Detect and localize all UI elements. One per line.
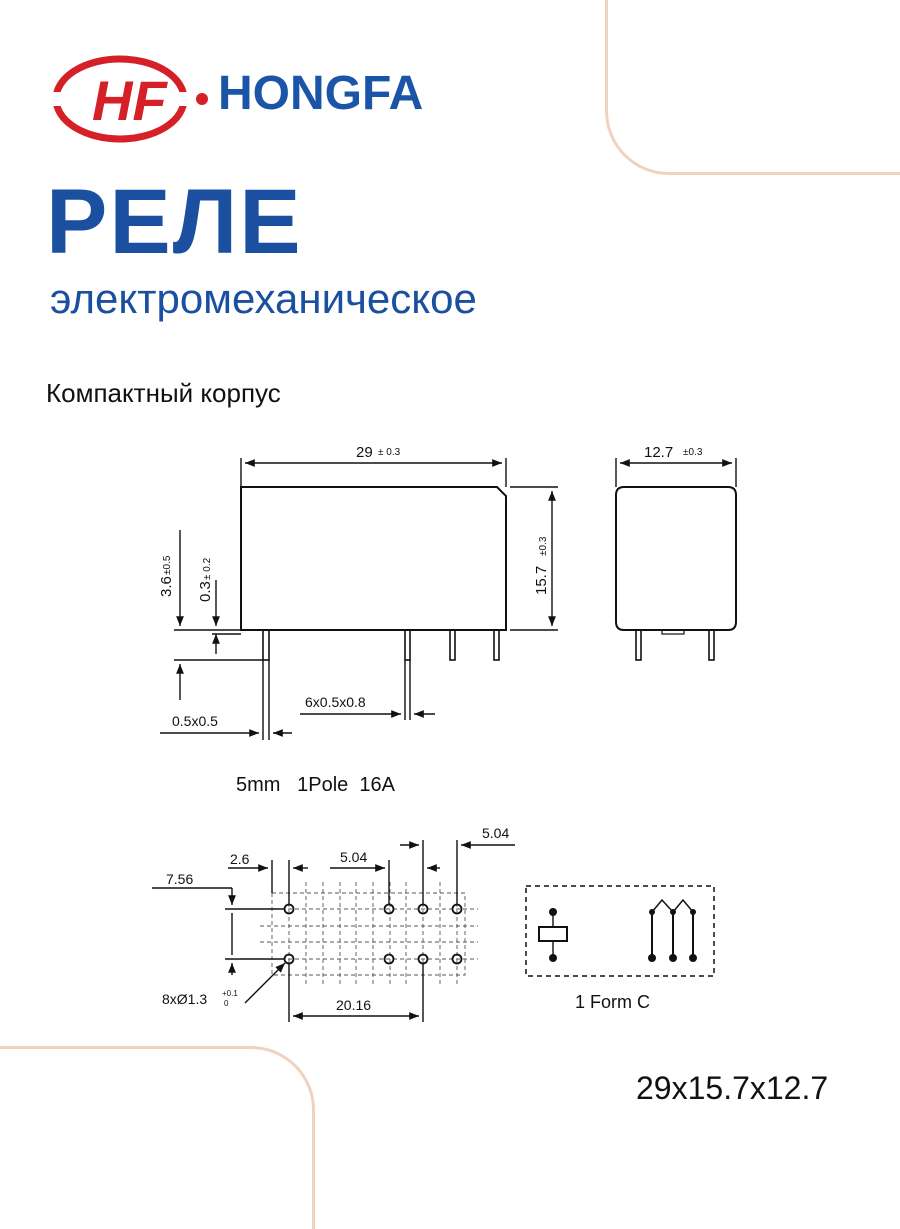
spec-line: 5mm 1Pole 16A [236, 774, 395, 796]
dim-height-tol: ±0.3 [538, 536, 549, 556]
fp-dim-5-04-a: 5.04 [340, 849, 368, 865]
page-title: РЕЛЕ [46, 171, 303, 273]
dimensions-text: 29x15.7x12.7 [636, 1070, 829, 1106]
fp-dim-5-04-b: 5.04 [482, 825, 510, 841]
dim-pin-length-tol: ±0.5 [162, 555, 173, 575]
fp-hole-tol-bot: 0 [224, 999, 229, 1008]
fp-dim-20-16: 20.16 [336, 997, 372, 1013]
dim-standoff: 0.3 [197, 581, 214, 602]
brand-name: HONGFA [218, 67, 424, 120]
dim-pin-big: 0.5x0.5 [172, 713, 218, 729]
schematic-1-form-c [526, 886, 714, 976]
dim-standoff-tol: ± 0.2 [202, 557, 213, 580]
dim-pin-small: 6x0.5x0.8 [305, 694, 366, 710]
fp-dim-2-6: 2.6 [230, 851, 250, 867]
dim-length-tol: ± 0.3 [378, 447, 401, 458]
fp-hole-tol-top: +0.1 [222, 989, 238, 998]
dim-length: 29 [356, 444, 373, 461]
dim-width: 12.7 [644, 444, 674, 461]
dim-width-tol: ±0.3 [683, 447, 703, 458]
schematic-label: 1 Form C [575, 992, 651, 1012]
fp-hole-spec: 8xØ1.3 [162, 991, 208, 1007]
page-subtitle: электромеханическое [50, 275, 477, 322]
caption: Компактный корпус [46, 378, 281, 408]
dim-pin-length: 3.6 [158, 576, 175, 597]
logo-mark: HF [92, 69, 167, 132]
dim-height: 15.7 [533, 565, 550, 595]
relay-end-view [616, 458, 736, 660]
fp-dim-7-56: 7.56 [166, 871, 194, 887]
